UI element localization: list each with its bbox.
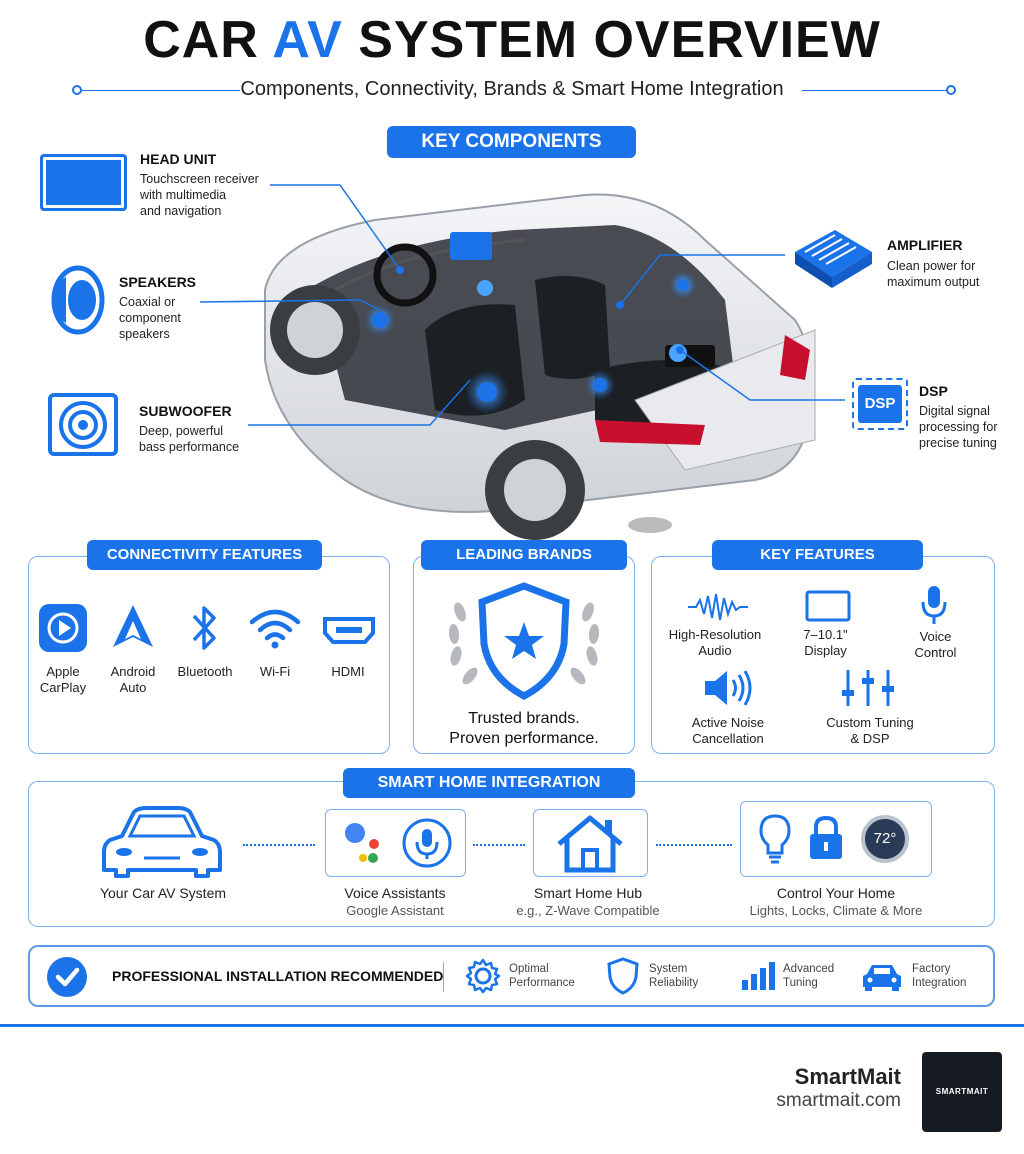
amplifier-desc: Clean power for maximum output	[887, 259, 980, 289]
voice-assistants-sub: Google Assistant	[346, 903, 444, 918]
tuning-sliders-icon	[840, 668, 896, 708]
page-subtitle: Components, Connectivity, Brands & Smart Home Integration	[240, 78, 784, 100]
key-features-label: KEY FEATURES	[712, 540, 923, 570]
display-icon	[805, 590, 851, 622]
installation-label: PROFESSIONAL INSTALLATION RECOMMENDED	[112, 968, 444, 984]
brand-name: SmartMait	[794, 1064, 901, 1089]
car-av-step-label: Your Car AV System	[99, 885, 227, 901]
divider-dot	[946, 85, 956, 95]
dsp-title: DSP	[919, 383, 948, 399]
bluetooth-label: Bluetooth	[177, 664, 233, 679]
car-front-icon	[102, 806, 222, 878]
speakers-title: SPEAKERS	[119, 274, 197, 290]
waveform-icon	[688, 592, 748, 622]
key-components-label: KEY COMPONENTS	[387, 126, 636, 158]
subwoofer-title: SUBWOOFER	[139, 403, 232, 419]
connectivity-label: CONNECTIVITY FEATURES	[87, 540, 322, 570]
control-home-title: Control Your Home	[776, 885, 896, 901]
subwoofer-desc: Deep, powerful bass performance	[139, 424, 240, 454]
connector-dotted	[473, 844, 525, 846]
voice-assistants-title: Voice Assistants	[344, 885, 446, 901]
dsp-desc: Digital signal processing for precise tuning	[919, 404, 998, 450]
subtitle-divider-right	[802, 90, 948, 91]
connectivity-panel	[28, 556, 390, 754]
shield-star-icon	[442, 582, 606, 700]
assistant-mic-icon	[400, 818, 454, 868]
factory-car-icon	[861, 962, 903, 992]
brand-logo[interactable]: SMARTMAIT	[922, 1052, 1002, 1132]
hires-audio-label: High-Resolution Audio	[668, 627, 762, 658]
thermostat-icon: 72°	[861, 815, 909, 863]
connector-dotted	[243, 844, 315, 846]
house-icon	[555, 814, 625, 874]
hdmi-label: HDMI	[331, 664, 365, 679]
android-auto-label: Android Auto	[110, 664, 156, 695]
lock-icon	[808, 815, 844, 861]
speaker-icon	[46, 265, 106, 335]
optimal-performance-label: Optimal Performance	[509, 963, 575, 989]
installation-divider	[443, 962, 444, 992]
anc-label: Active Noise Cancellation	[691, 715, 765, 746]
dsp-chip-icon: DSP	[858, 385, 902, 423]
brands-label: LEADING BRANDS	[421, 540, 627, 570]
smart-home-label: SMART HOME INTEGRATION	[343, 768, 635, 798]
page-title: CAR AV SYSTEM OVERVIEW	[143, 11, 881, 69]
custom-tuning-label: Custom Tuning & DSP	[826, 715, 914, 746]
head-unit-desc: Touchscreen receiver with multimedia and navigation	[140, 172, 259, 218]
carplay-label: Apple CarPlay	[39, 664, 87, 695]
bar-chart-icon	[741, 962, 775, 990]
subwoofer-icon	[48, 393, 118, 456]
hub-title: Smart Home Hub	[533, 885, 643, 901]
system-reliability-label: System Reliability	[649, 963, 699, 989]
shield-icon	[607, 957, 639, 995]
amplifier-icon	[790, 222, 876, 292]
gear-icon	[465, 958, 501, 994]
google-assistant-icon	[340, 818, 388, 866]
brand-url[interactable]: smartmait.com	[776, 1090, 901, 1111]
head-unit-icon	[40, 154, 127, 211]
head-unit-title: HEAD UNIT	[140, 151, 217, 167]
display-label: 7–10.1" Display	[803, 627, 848, 658]
amplifier-title: AMPLIFIER	[887, 237, 963, 253]
android-auto-icon	[111, 603, 155, 651]
hdmi-icon	[322, 615, 376, 645]
wifi-icon	[249, 606, 301, 650]
control-home-sub: Lights, Locks, Climate & More	[749, 903, 923, 918]
check-icon	[47, 957, 87, 997]
microphone-icon	[920, 584, 948, 626]
connector-dotted	[656, 844, 732, 846]
noise-cancel-speaker-icon	[703, 668, 753, 708]
carplay-icon	[39, 604, 87, 652]
bluetooth-icon	[188, 602, 220, 654]
light-bulb-icon	[758, 813, 792, 865]
advanced-tuning-label: Advanced Tuning	[783, 963, 835, 989]
speakers-desc: Coaxial or component speakers	[119, 295, 181, 341]
factory-integration-label: Factory Integration	[912, 963, 967, 989]
voice-control-label: Voice Control	[914, 629, 957, 660]
hub-sub: e.g., Z-Wave Compatible	[516, 903, 660, 918]
wifi-label: Wi-Fi	[259, 664, 291, 679]
brands-tagline: Trusted brands. Proven performance.	[449, 710, 599, 747]
